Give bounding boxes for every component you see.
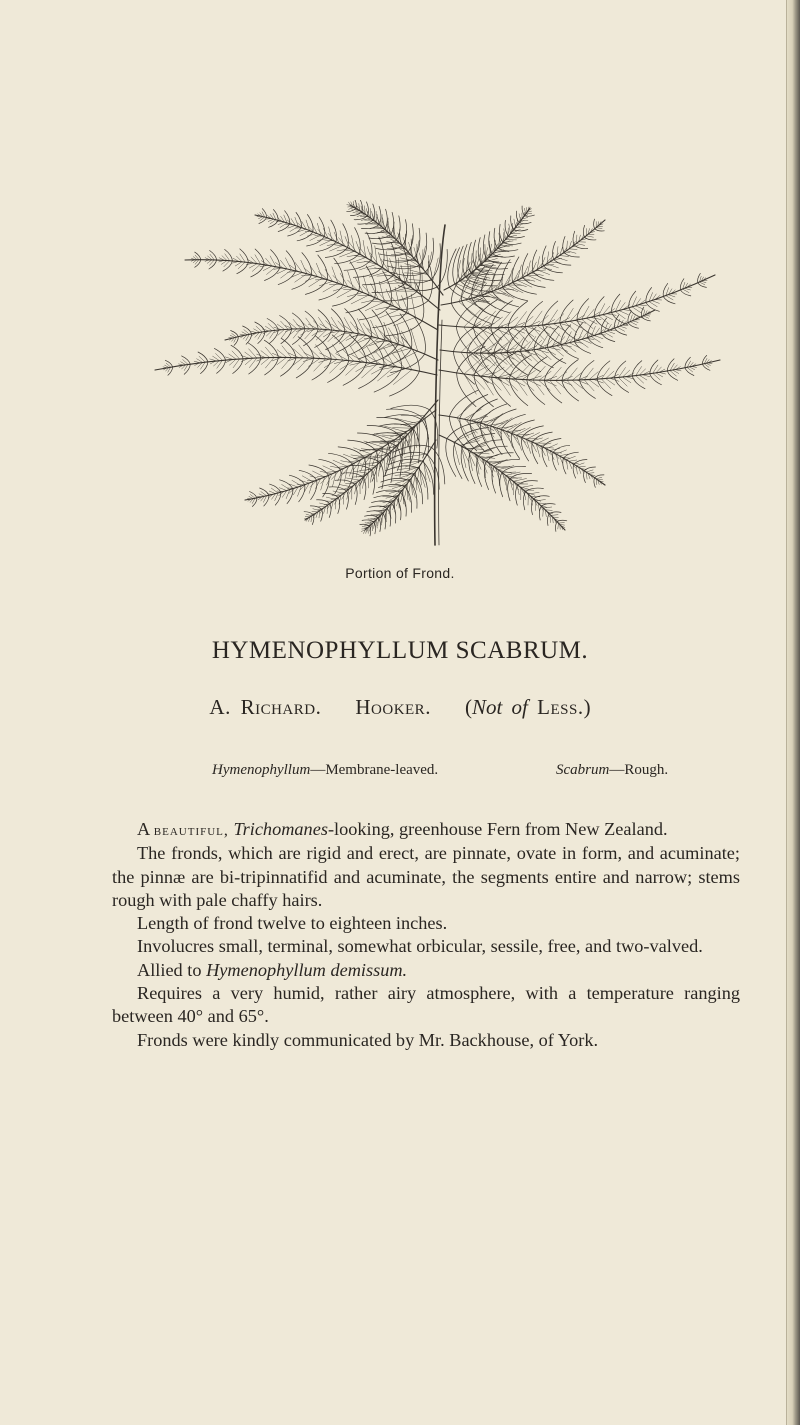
intro-smallcaps: beautiful, — [153, 822, 229, 839]
paragraph-credit: Fronds were kindly communicated by Mr. Backhouse, of York. — [137, 1029, 599, 1050]
species-term: Scabrum — [556, 762, 610, 778]
page-title: HYMENOPHYLLUM SCABRUM. — [211, 637, 589, 664]
paragraph-allied — [112, 959, 740, 982]
paren-open: ( — [464, 695, 472, 719]
author-richard: A. Richard. — [209, 695, 322, 719]
paragraph-fronds: The fronds, which are rigid and erect, are pinnate, ovate in form, and acuminate; the pinnæ are bi-tripinnatifid and acuminate, the segments entire and narrow; stems rough with pale chaffy hairs. — [112, 843, 740, 910]
less-word: Less. — [537, 695, 584, 719]
frond-illustration — [135, 200, 735, 560]
genus-meaning: —Membrane-leaved. — [310, 762, 439, 778]
genus-etymology — [212, 762, 438, 778]
genus-term: Hymenophyllum — [212, 762, 311, 778]
paragraph-requirements: Requires a very humid, rather airy atmosphere, with a temperature ranging between 40° and 65°. — [112, 983, 740, 1027]
paragraph-length: Length of frond twelve to eighteen inches. — [137, 913, 448, 934]
species-meaning: —Rough. — [609, 762, 669, 778]
paragraph-intro — [112, 818, 740, 842]
species-etymology — [556, 762, 668, 779]
figure-caption: Portion of Frond. — [345, 565, 455, 581]
intro-italic: Trichomanes — [233, 819, 328, 839]
paren-close: ) — [583, 695, 591, 719]
description-body — [112, 818, 740, 1052]
authority-line — [0, 695, 800, 720]
author-hooker: Hooker. — [355, 695, 431, 719]
paragraph-involucres: Involucres small, terminal, somewhat orbicular, sessile, free, and two-valved. — [137, 936, 703, 957]
etymology-line — [212, 762, 732, 779]
intro-lead: A — [137, 819, 150, 839]
allied-prefix: Allied to — [137, 959, 202, 980]
allied-species: Hymenophyllum demissum. — [206, 959, 408, 980]
not-word: Not — [471, 695, 503, 719]
of-word: of — [511, 695, 528, 719]
intro-rest: -looking, greenhouse Fern from New Zealand. — [327, 819, 668, 839]
